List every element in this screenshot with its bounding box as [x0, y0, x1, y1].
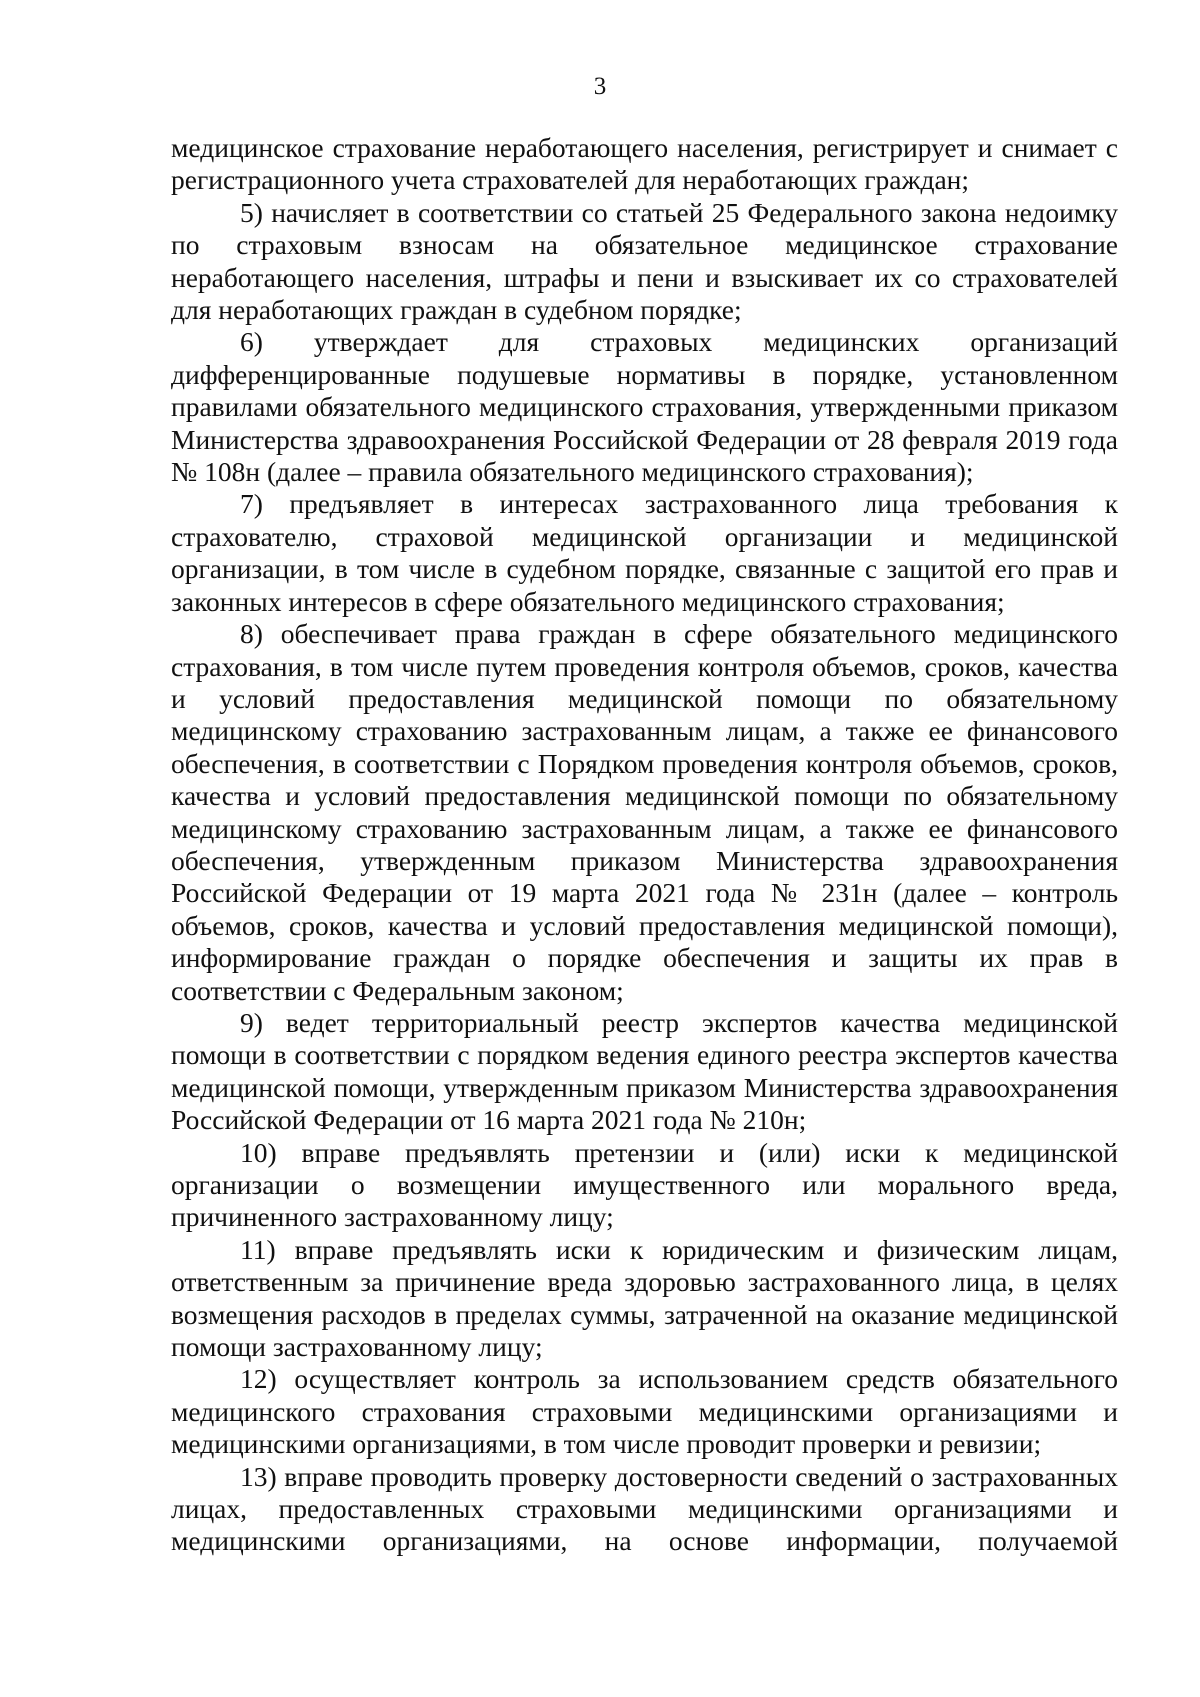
paragraph-item-9: 9) ведет территориальный реестр экспертов качества медицинской помощи в соответствии с порядком ведения единого реестра экспертов качества медицинской помощи, утвержденным приказом Министерства здравоохранения Российской Федерации от 16 марта 2021 года № 210н;	[171, 1006, 1118, 1136]
paragraph-item-12: 12) осуществляет контроль за использованием средств обязательного медицинского страхования страховыми медицинскими организациями и медицинскими организациями, в том числе проводит проверки и ревизии;	[171, 1363, 1118, 1460]
paragraph-item-10: 10) вправе предъявлять претензии и (или) иски к медицинской организации о возмещении имущественного или морального вреда, причиненного застрахованному лицу;	[171, 1136, 1118, 1233]
paragraph-item-11: 11) вправе предъявлять иски к юридическим и физическим лицам, ответственным за причинение вреда здоровью застрахованного лица, в целях возмещения расходов в пределах суммы, затраченной на оказание медицинской помощи застрахованному лицу;	[171, 1233, 1118, 1363]
paragraph-item-13: 13) вправе проводить проверку достоверности сведений о застрахованных лицах, предоставленных страховыми медицинскими организациями и медицинскими организациями, на основе информации, получаемой	[171, 1460, 1118, 1557]
page-number: 3	[593, 73, 607, 100]
paragraph-item-7: 7) предъявляет в интересах застрахованного лица требования к страхователю, страховой медицинской организации и медицинской организации, в том числе в судебном порядке, связанные с защитой его прав и законных интересов в сфере обязательного медицинского страхования;	[171, 488, 1118, 617]
paragraph-item-5: 5) начисляет в соответствии со статьей 25 Федерального закона недоимку по страховым взносам на обязательное медицинское страхование неработающего населения, штрафы и пени и взыскивает их со страхователей для неработающих граждан в судебном порядке;	[171, 196, 1118, 326]
document-body	[171, 132, 1118, 1558]
paragraph-item-6: 6) утверждает для страховых медицинских организаций дифференцированные подушевые нормативы в порядке, установленном правилами обязательного медицинского страхования, утвержденными приказом Министерства здравоохранения Российской Федерации от 28 февраля 2019 года № 108н (далее – правила обязательного медицинского страхования);	[171, 326, 1118, 488]
paragraph-continuation: медицинское страхование неработающего населения, регистрирует и снимает с регистрационного учета страхователей для неработающих граждан;	[171, 132, 1118, 196]
paragraph-item-8: 8) обеспечивает права граждан в сфере обязательного медицинского страхования, в том числе путем проведения контроля объемов, сроков, качества и условий предоставления медицинской помощи по обязательному медицинскому страхованию застрахованным лицам, а также ее финансового обеспечения, в соответствии с Порядком проведения контроля объемов, сроков, качества и условий предоставления медицинской помощи по обязательному медицинскому страхованию застрахованным лицам, а также ее финансового обеспечения, утвержденным приказом Министерства здравоохранения Российской Федерации от 19 марта 2021 года № 231н (далее – контроль объемов, сроков, качества и условий предоставления медицинской помощи), информирование граждан о порядке обеспечения и защиты их прав в соответствии с Федеральным законом;	[171, 618, 1118, 1006]
